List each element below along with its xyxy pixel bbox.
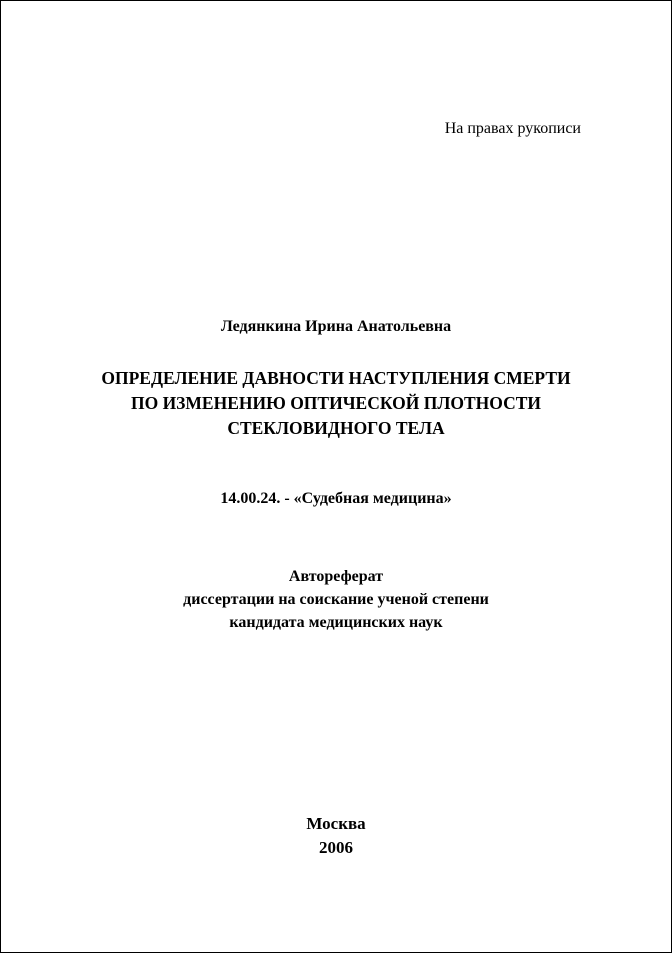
dissertation-title	[1, 366, 671, 441]
doc-type-line-3: кандидата медицинских наук	[229, 614, 443, 631]
document-type	[1, 565, 671, 634]
manuscript-rights-note: На правах рукописи	[444, 120, 581, 137]
title-line-1: ОПРЕДЕЛЕНИЕ ДАВНОСТИ НАСТУПЛЕНИЯ СМЕРТИ	[101, 368, 571, 388]
doc-type-line-2: диссертации на соискание ученой степени	[183, 591, 489, 608]
doc-type-line-1: Автореферат	[288, 568, 384, 585]
specialty-code: 14.00.24. - «Судебная медицина»	[220, 490, 452, 507]
place-and-year	[1, 812, 671, 860]
city: Москва	[306, 814, 366, 833]
title-line-3: СТЕКЛОВИДНОГО ТЕЛА	[227, 418, 445, 438]
year: 2006	[319, 838, 353, 857]
author-name: Ледянкина Ирина Анатольевна	[220, 318, 452, 335]
title-line-2: ПО ИЗМЕНЕНИЮ ОПТИЧЕСКОЙ ПЛОТНОСТИ	[130, 393, 542, 413]
